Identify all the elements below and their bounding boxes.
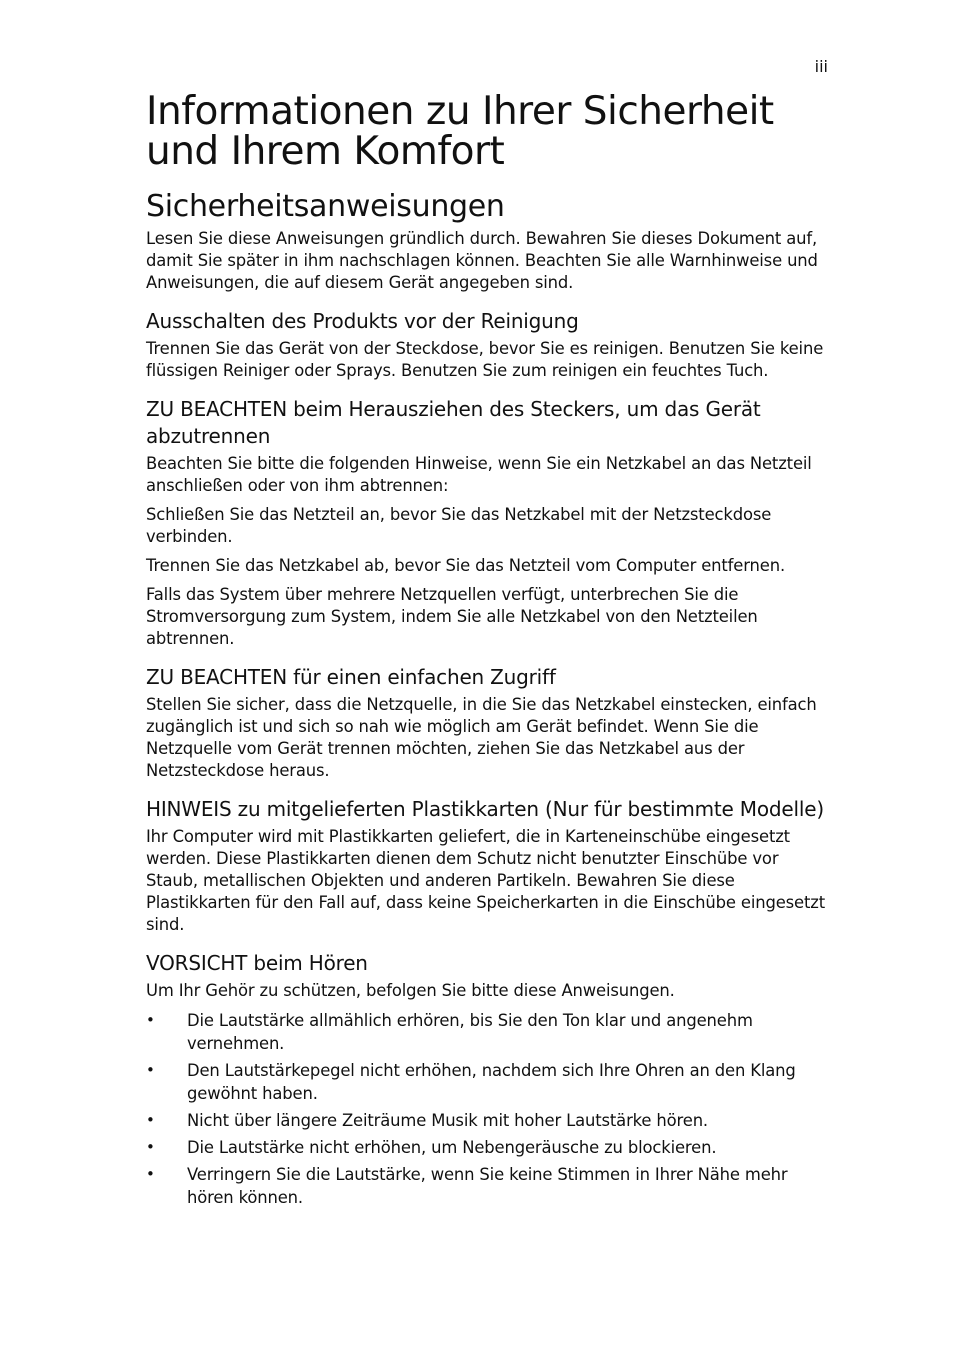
bullet-icon: • [146, 1138, 155, 1156]
list-item-text: Die Lautstärke nicht erhöhen, um Nebengeräusche zu blockieren. [187, 1138, 717, 1157]
paragraph-cards: Ihr Computer wird mit Plastikkarten geliefert, die in Karteneinschübe eingesetzt werden. Diese Plastikkarten dienen dem Schutz nicht benutzter Einschübe vor Staub, metallischen Objekten und anderen Partikeln. Bewahren Sie diese Plastikkarten für den Fall auf, dass keine Speicherkarten in die Einschübe eingesetzt sind. [146, 827, 825, 934]
page-number: iii [814, 57, 828, 76]
list-item-text: Den Lautstärkepegel nicht erhöhen, nachdem sich Ihre Ohren an den Klang gewöhnt haben. [187, 1061, 796, 1103]
subsection-heading-hearing: VORSICHT beim Hören [146, 951, 368, 975]
paragraph-cleaning: Trennen Sie das Gerät von der Steckdose, bevor Sie es reinigen. Benutzen Sie keine flüssigen Reiniger oder Sprays. Benutzen Sie zum reinigen ein feuchtes Tuch. [146, 339, 824, 380]
list-item-text: Nicht über längere Zeiträume Musik mit hoher Lautstärke hören. [187, 1111, 708, 1130]
paragraph-unplug-1: Beachten Sie bitte die folgenden Hinweise, wenn Sie ein Netzkabel an das Netzteil anschließen oder von ihm abtrennen: [146, 454, 812, 495]
list-item-text: Die Lautstärke allmählich erhören, bis Sie den Ton klar und angenehm vernehmen. [187, 1011, 753, 1053]
subsection-heading-cards: HINWEIS zu mitgelieferten Plastikkarten (Nur für bestimmte Modelle) [146, 797, 824, 821]
bullet-icon: • [146, 1061, 155, 1079]
list-item [146, 1059, 832, 1105]
subsection-heading-access: ZU BEACHTEN für einen einfachen Zugriff [146, 665, 556, 689]
paragraph-unplug-3: Trennen Sie das Netzkabel ab, bevor Sie das Netzteil vom Computer entfernen. [146, 556, 786, 575]
list-item-text: Verringern Sie die Lautstärke, wenn Sie keine Stimmen in Ihrer Nähe mehr hören können. [187, 1165, 788, 1207]
list-item [146, 1009, 832, 1055]
subsection-heading-cleaning: Ausschalten des Produkts vor der Reinigung [146, 309, 579, 333]
list-item [146, 1163, 832, 1209]
bullet-icon: • [146, 1165, 155, 1183]
list-item [146, 1136, 832, 1159]
page-title: Informationen zu Ihrer Sicherheit und Ihrem Komfort [146, 89, 774, 174]
document-body [146, 89, 832, 1213]
paragraph-unplug-4: Falls das System über mehrere Netzquellen verfügt, unterbrechen Sie die Stromversorgung zum System, indem Sie alle Netzkabel von den Netzteilen abtrennen. [146, 585, 758, 648]
hearing-list [146, 1009, 832, 1209]
section-intro: Lesen Sie diese Anweisungen gründlich durch. Bewahren Sie dieses Dokument auf, damit Sie später in ihm nachschlagen können. Beachten Sie alle Warnhinweise und Anweisungen, die auf diesem Gerät angegeben sind. [146, 229, 818, 292]
paragraph-unplug-2: Schließen Sie das Netzteil an, bevor Sie das Netzkabel mit der Netzsteckdose verbinden. [146, 505, 772, 546]
bullet-icon: • [146, 1011, 155, 1029]
paragraph-access: Stellen Sie sicher, dass die Netzquelle, in die Sie das Netzkabel einstecken, einfach zugänglich ist und sich so nah wie möglich am Gerät befindet. Wenn Sie die Netzquelle vom Gerät trennen möchten, ziehen Sie das Netzkabel aus der Netzsteckdose heraus. [146, 695, 817, 780]
list-item [146, 1109, 832, 1132]
subsection-heading-unplug: ZU BEACHTEN beim Herausziehen des Steckers, um das Gerät abzutrennen [146, 397, 761, 448]
bullet-icon: • [146, 1111, 155, 1129]
section-heading-safety: Sicherheitsanweisungen [146, 189, 505, 224]
paragraph-hearing: Um Ihr Gehör zu schützen, befolgen Sie bitte diese Anweisungen. [146, 981, 675, 1000]
